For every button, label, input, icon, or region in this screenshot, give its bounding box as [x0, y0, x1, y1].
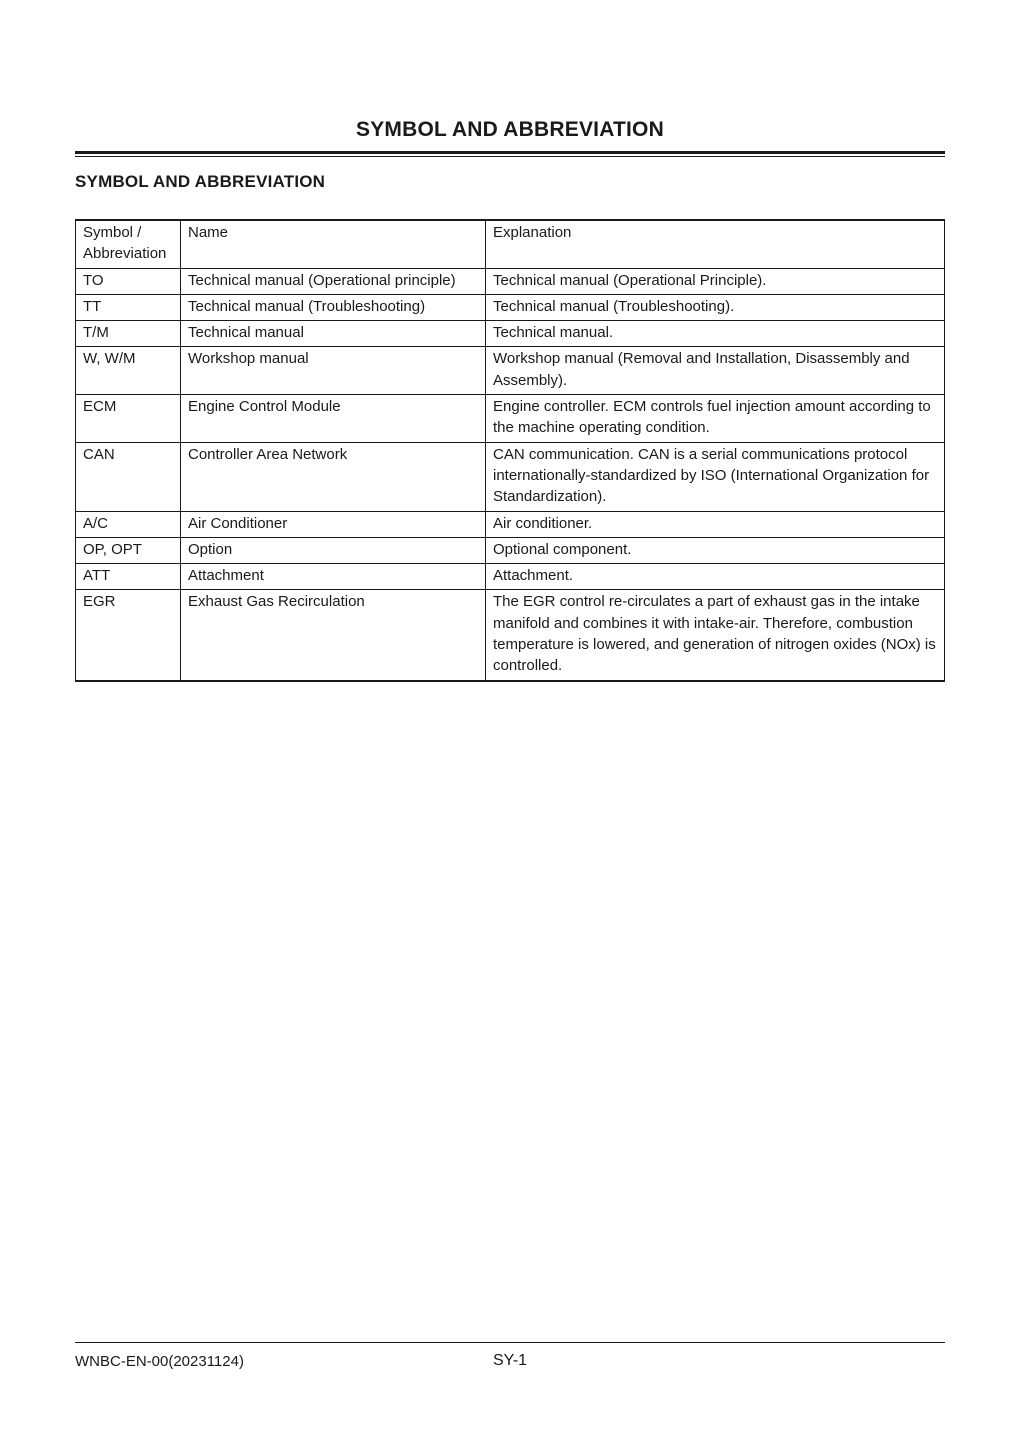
footer-page-number: SY-1 — [492, 1352, 528, 1369]
cell-symbol: EGR — [76, 590, 181, 681]
table-row — [76, 590, 945, 681]
column-header-explanation: Explanation — [486, 220, 945, 268]
cell-name: Workshop manual — [181, 347, 486, 395]
table-row — [76, 564, 945, 590]
table-row — [76, 442, 945, 511]
section-title: SYMBOL AND ABBREVIATION — [75, 172, 326, 191]
cell-symbol: W, W/M — [76, 347, 181, 395]
abbreviation-table — [75, 219, 945, 682]
cell-name: Air Conditioner — [181, 511, 486, 537]
header-rule — [75, 151, 945, 157]
cell-symbol: TT — [76, 294, 181, 320]
cell-name: Option — [181, 537, 486, 563]
cell-explanation: Engine controller. ECM controls fuel injection amount according to the machine operating condition. — [486, 395, 945, 443]
cell-name: Engine Control Module — [181, 395, 486, 443]
table-header-row — [76, 220, 945, 268]
cell-name: Technical manual (Troubleshooting) — [181, 294, 486, 320]
table-row — [76, 395, 945, 443]
table-row — [76, 294, 945, 320]
page-footer — [75, 1342, 945, 1370]
column-header-symbol: Symbol / Abbreviation — [76, 220, 181, 268]
cell-explanation: Air conditioner. — [486, 511, 945, 537]
cell-symbol: CAN — [76, 442, 181, 511]
cell-name: Controller Area Network — [181, 442, 486, 511]
cell-name: Technical manual — [181, 321, 486, 347]
table-row — [76, 511, 945, 537]
cell-name: Exhaust Gas Recirculation — [181, 590, 486, 681]
cell-explanation: The EGR control re-circulates a part of exhaust gas in the intake manifold and combines it with intake-air. Therefore, combustion temperature is lowered, and generation of nitrogen oxides (NOx) is controlled. — [486, 590, 945, 681]
cell-symbol: T/M — [76, 321, 181, 347]
cell-explanation: Attachment. — [486, 564, 945, 590]
cell-explanation: Workshop manual (Removal and Installation, Disassembly and Assembly). — [486, 347, 945, 395]
table-row — [76, 537, 945, 563]
cell-symbol: ECM — [76, 395, 181, 443]
cell-name: Attachment — [181, 564, 486, 590]
page-title: SYMBOL AND ABBREVIATION — [356, 118, 664, 141]
table-row — [76, 347, 945, 395]
cell-symbol: A/C — [76, 511, 181, 537]
cell-explanation: Optional component. — [486, 537, 945, 563]
cell-explanation: Technical manual (Troubleshooting). — [486, 294, 945, 320]
cell-symbol: OP, OPT — [76, 537, 181, 563]
cell-explanation: Technical manual (Operational Principle). — [486, 268, 945, 294]
table-row — [76, 268, 945, 294]
cell-name: Technical manual (Operational principle) — [181, 268, 486, 294]
footer-doc-code: WNBC-EN-00(20231124) — [75, 1353, 244, 1370]
document-page — [75, 0, 945, 682]
table-row — [76, 321, 945, 347]
cell-symbol: TO — [76, 268, 181, 294]
column-header-name: Name — [181, 220, 486, 268]
cell-explanation: Technical manual. — [486, 321, 945, 347]
cell-explanation: CAN communication. CAN is a serial communications protocol internationally-standardized by ISO (International Organization for Standardization). — [486, 442, 945, 511]
cell-symbol: ATT — [76, 564, 181, 590]
